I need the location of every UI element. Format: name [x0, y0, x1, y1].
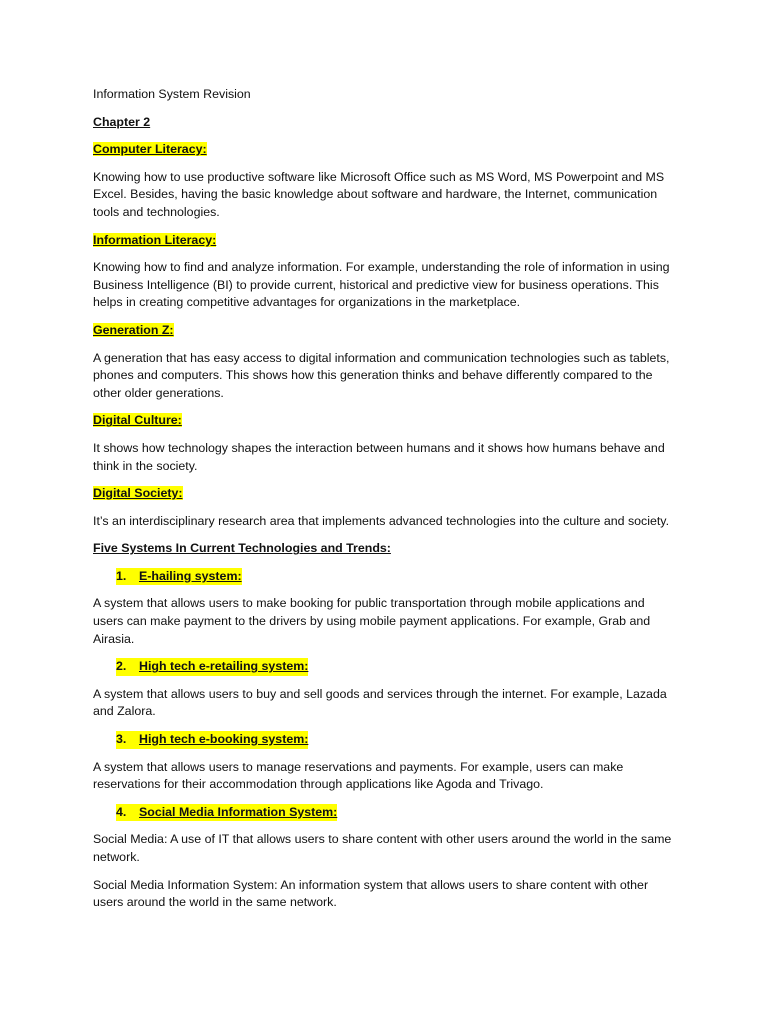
- system-name-e-retailing: High tech e-retailing system:: [139, 658, 308, 676]
- system-item-heading: [93, 658, 678, 676]
- section-body-computer-literacy: Knowing how to use productive software like Microsoft Office such as MS Word, MS Powerpoint and MS Excel. Besides, having the basic knowledge about software and hardware, the Internet, communication tools and technologies.: [93, 169, 665, 219]
- system-item-heading: [93, 568, 678, 586]
- system-name-e-hailing: E-hailing system:: [139, 568, 242, 586]
- system-body-e-hailing: A system that allows users to make booking for public transportation through mobile applications and users can make payment to the drivers by using mobile payment applications. For example, Grab and Airasia.: [93, 596, 651, 646]
- systems-heading: Five Systems In Current Technologies and Trends:: [93, 541, 391, 556]
- system-body-social-media-is: Social Media Information System: An information system that allows users to share content with other users around the world in the same network.: [93, 877, 649, 910]
- section-heading-digital-society: Digital Society:: [93, 486, 183, 501]
- system-body-social-media: Social Media: A use of IT that allows users to share content with other users around the world in the same network.: [93, 832, 672, 864]
- section-body-information-literacy: Knowing how to find and analyze information. For example, understanding the role of information in using Business Intelligence (BI) to provide current, historical and predictive view for business operations. This helps in creating competitive advantages for organizations in the marketplace.: [93, 260, 670, 310]
- section-body-digital-society: It’s an interdisciplinary research area that implements advanced technologies into the culture and society.: [93, 513, 670, 528]
- document-content: [93, 86, 678, 912]
- system-body-e-retailing: A system that allows users to buy and sell goods and services through the internet. For example, Lazada and Zalora.: [93, 686, 667, 719]
- system-number: 2.: [116, 658, 139, 676]
- section-heading-generation-z: Generation Z:: [93, 322, 174, 337]
- section-heading-information-literacy: Information Literacy:: [93, 232, 217, 247]
- section-body-generation-z: A generation that has easy access to digital information and communication technologies such as tablets, phones and computers. This shows how this generation thinks and behave differently compared to the other older generations.: [93, 350, 670, 400]
- system-item-heading: [93, 731, 678, 749]
- system-number: 4.: [116, 804, 139, 822]
- system-name-e-booking: High tech e-booking system:: [139, 731, 308, 749]
- system-number: 1.: [116, 568, 139, 586]
- section-body-digital-culture: It shows how technology shapes the interaction between humans and it shows how humans behave and think in the society.: [93, 440, 665, 473]
- section-heading-digital-culture: Digital Culture:: [93, 413, 182, 428]
- document-title: Information System Revision: [93, 87, 251, 101]
- system-number: 3.: [116, 731, 139, 749]
- system-body-e-booking: A system that allows users to manage reservations and payments. For example, users can make reservations for their accommodation through applications like Agoda and Trivago.: [93, 759, 624, 792]
- system-item-heading: [93, 804, 678, 822]
- chapter-heading: Chapter 2: [93, 114, 151, 129]
- section-heading-computer-literacy: Computer Literacy:: [93, 142, 207, 157]
- system-name-social-media: Social Media Information System:: [139, 804, 337, 822]
